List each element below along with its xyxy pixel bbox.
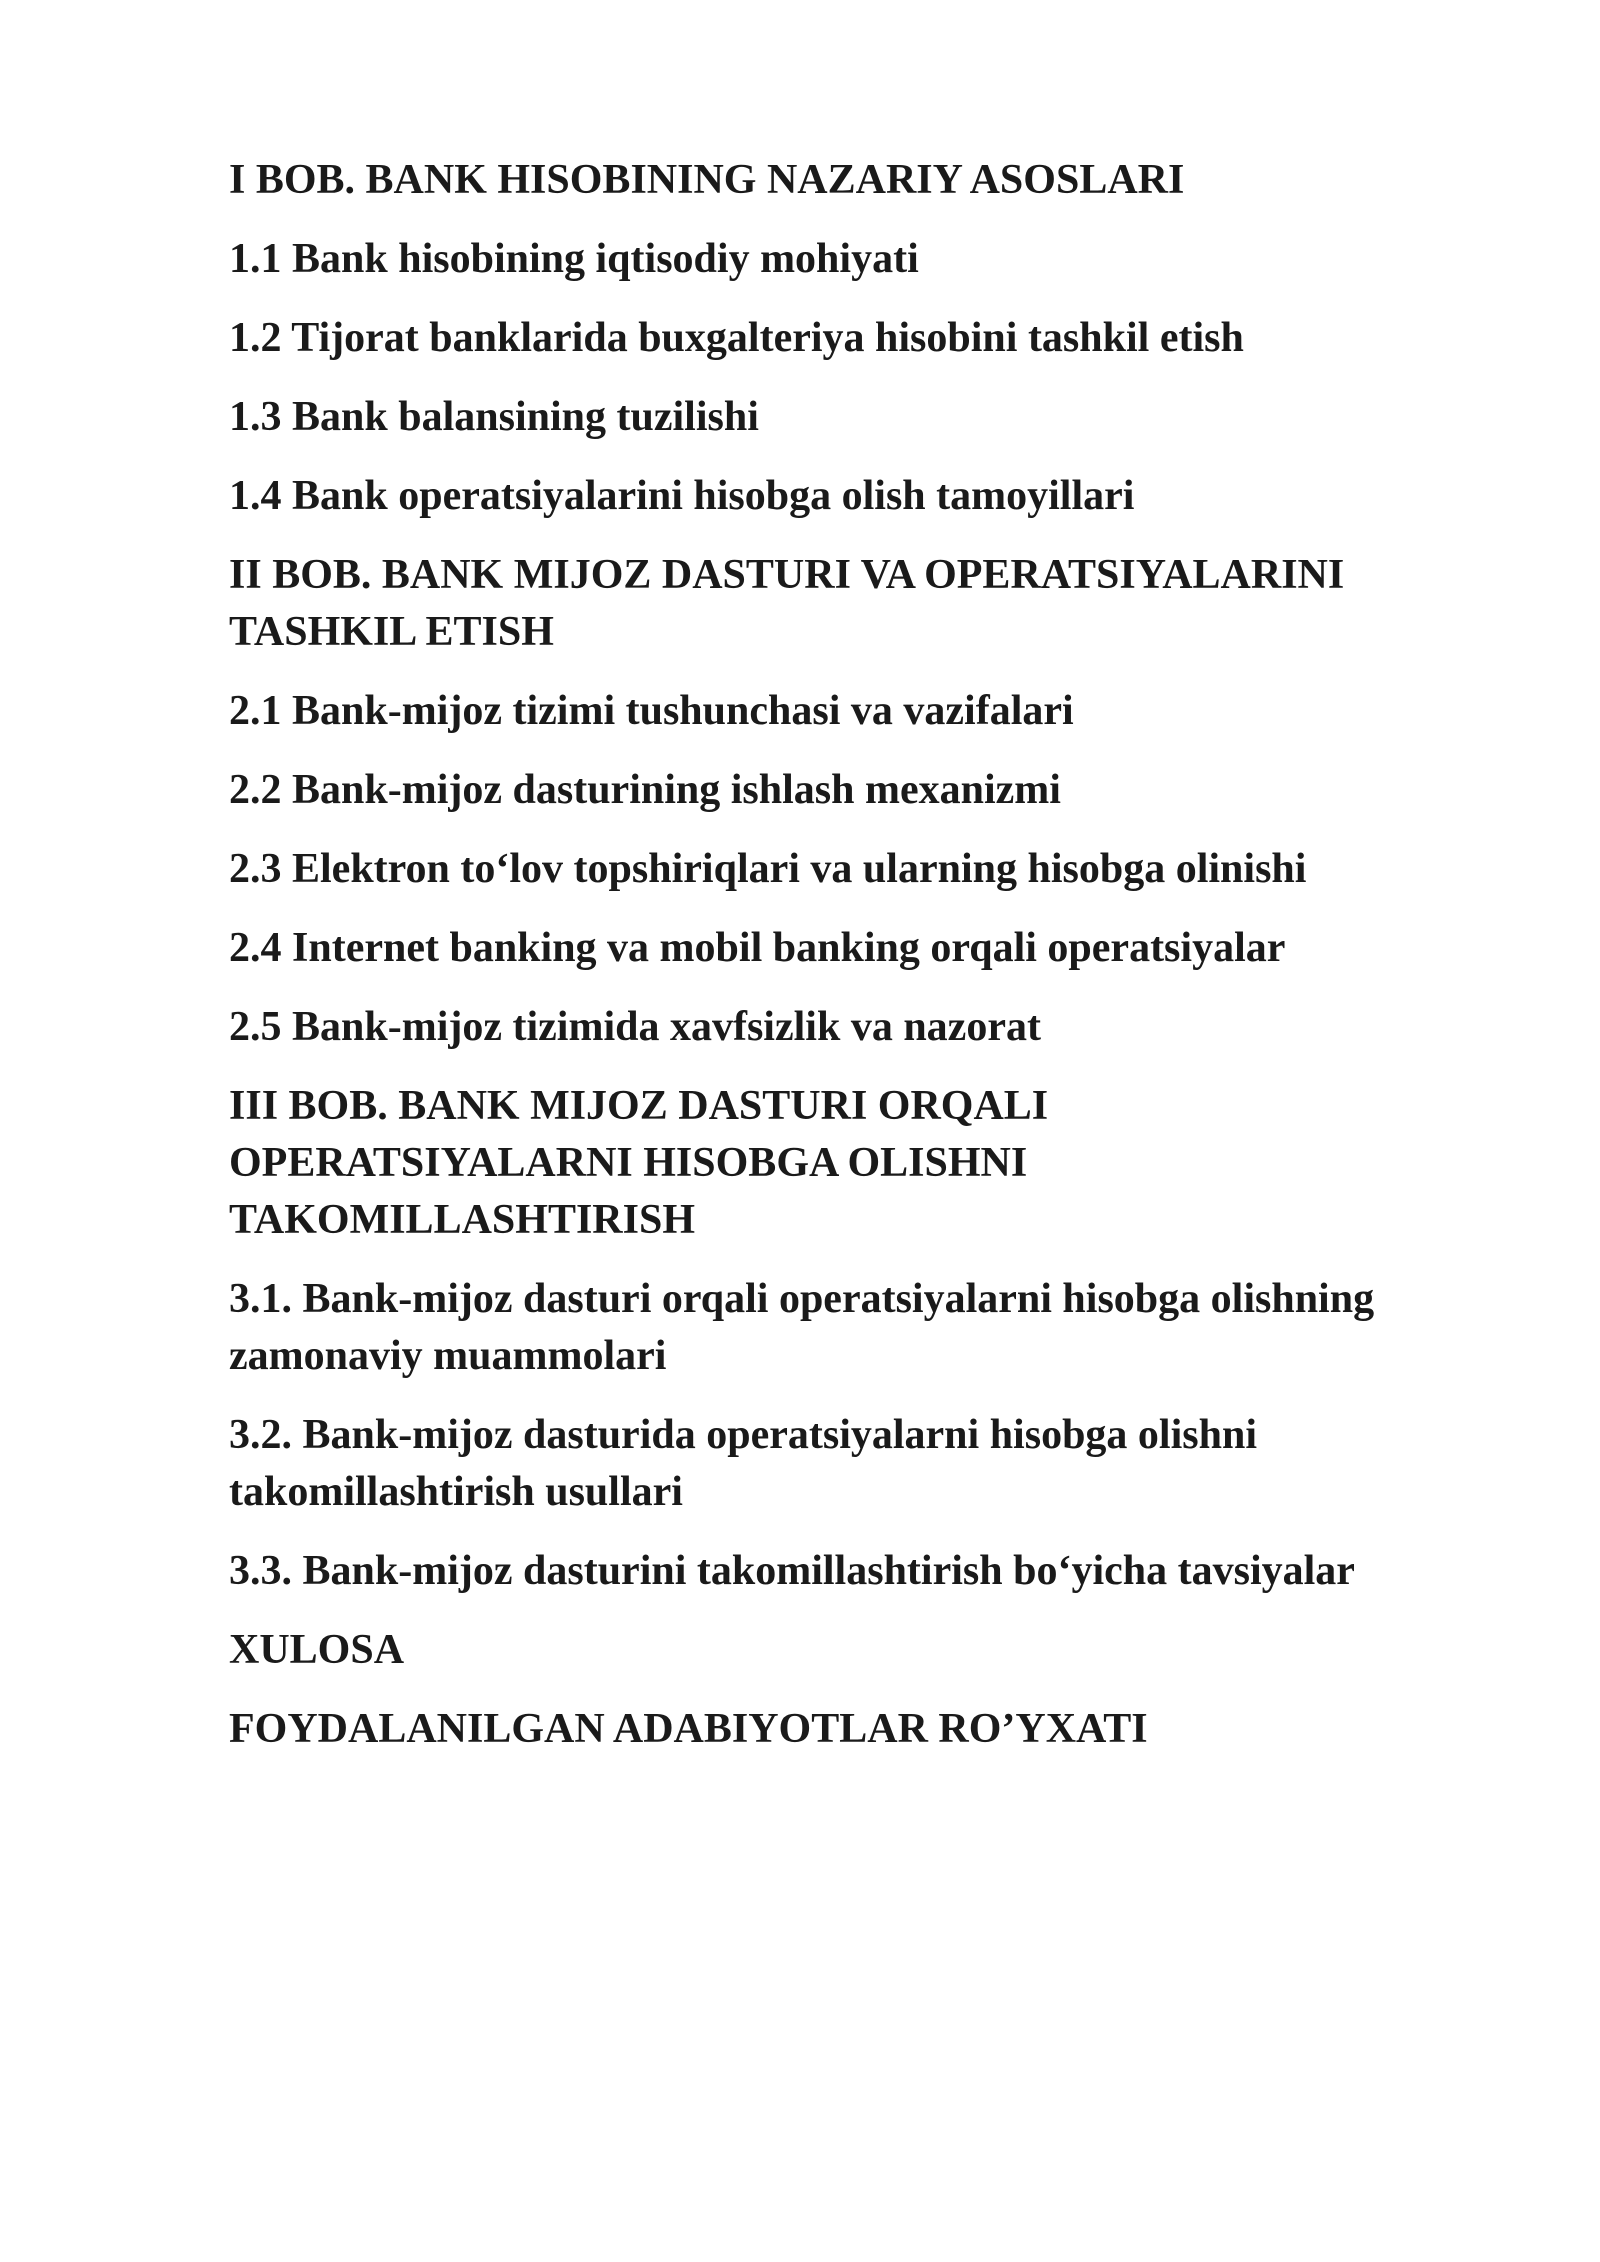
table-of-contents	[229, 152, 1429, 1780]
section-3-2: 3.2. Bank-mijoz dasturida operatsiyalarni hisobga olishni takomillashtirish usullari	[229, 1412, 1257, 1515]
section-1-3: 1.3 Bank balansining tuzilishi	[229, 394, 759, 440]
section-1-1: 1.1 Bank hisobining iqtisodiy mohiyati	[229, 236, 919, 282]
section-2-3: 2.3 Elektron to‘lov topshiriqlari va ularning hisobga olinishi	[229, 846, 1307, 892]
chapter-2-heading: II BOB. BANK MIJOZ DASTURI VA OPERATSIYALARINI TASHKIL ETISH	[229, 552, 1345, 655]
section-2-5: 2.5 Bank-mijoz tizimida xavfsizlik va nazorat	[229, 1004, 1041, 1050]
section-3-3: 3.3. Bank-mijoz dasturini takomillashtirish bo‘yicha tavsiyalar	[229, 1548, 1355, 1594]
section-1-2: 1.2 Tijorat banklarida buxgalteriya hisobini tashkil etish	[229, 315, 1244, 361]
section-1-4: 1.4 Bank operatsiyalarini hisobga olish tamoyillari	[229, 473, 1135, 519]
section-2-2: 2.2 Bank-mijoz dasturining ishlash mexanizmi	[229, 767, 1061, 813]
references-heading: FOYDALANILGAN ADABIYOTLAR RO’YXATI	[229, 1706, 1148, 1752]
chapter-3-heading: III BOB. BANK MIJOZ DASTURI ORQALI OPERATSIYALARNI HISOBGA OLISHNI TAKOMILLASHTIRISH	[229, 1083, 1049, 1243]
conclusion-heading: XULOSA	[229, 1627, 405, 1673]
section-2-4: 2.4 Internet banking va mobil banking orqali operatsiyalar	[229, 925, 1286, 971]
section-2-1: 2.1 Bank-mijoz tizimi tushunchasi va vazifalari	[229, 688, 1074, 734]
section-3-1: 3.1. Bank-mijoz dasturi orqali operatsiyalarni hisobga olishning zamonaviy muammolari	[229, 1276, 1375, 1379]
chapter-1-heading: I BOB. BANK HISOBINING NAZARIY ASOSLARI	[229, 157, 1185, 203]
